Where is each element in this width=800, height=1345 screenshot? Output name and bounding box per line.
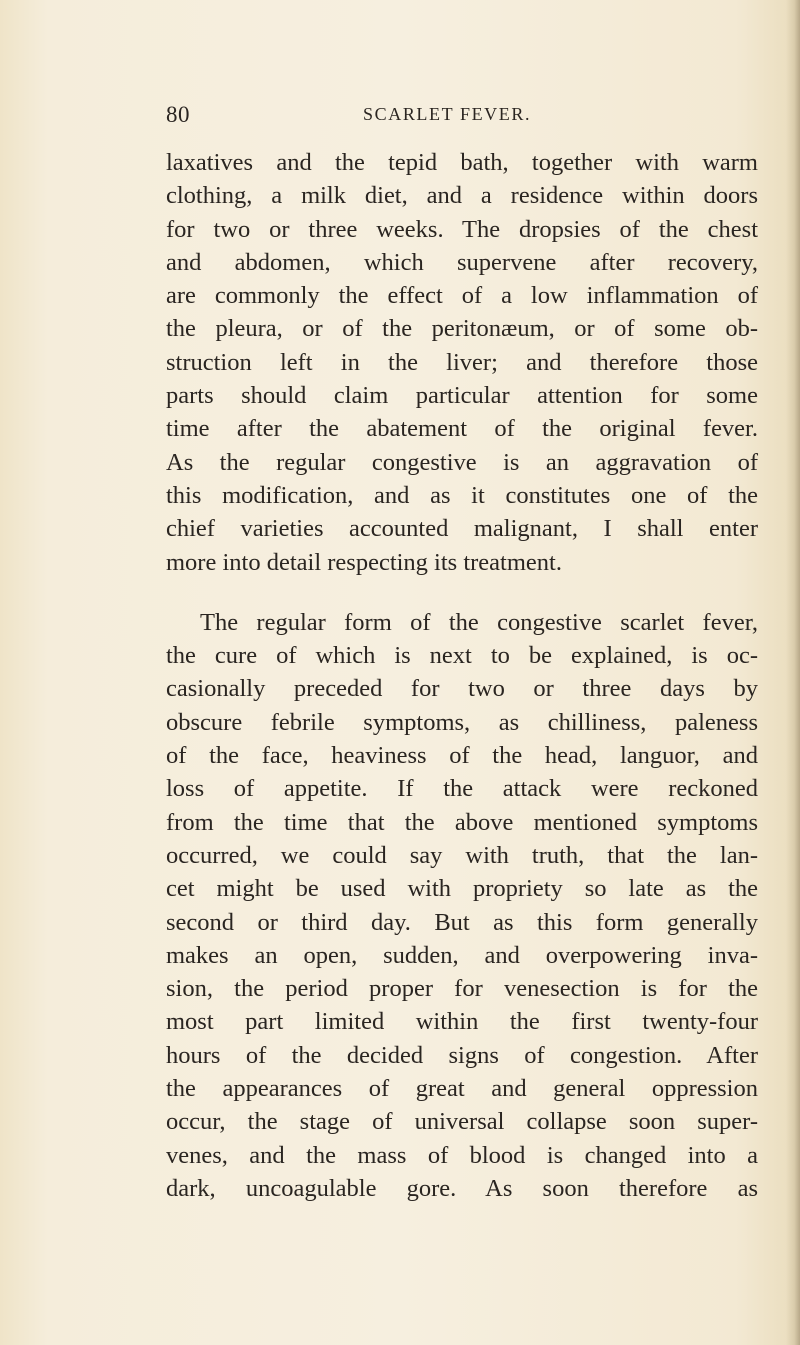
text-line: occur, the stage of universal collapse soon super- (166, 1108, 758, 1136)
text-line: occurred, we could say with truth, that the lan- (166, 841, 758, 869)
text-line: struction left in the liver; and therefore those (166, 348, 758, 376)
text-line: hours of the decided signs of congestion. After (166, 1041, 758, 1069)
text-line: this modification, and as it constitutes one of the (166, 481, 758, 509)
text-line: from the time that the above mentioned symptoms (166, 808, 758, 836)
text-line: laxatives and the tepid bath, together with warm (166, 149, 758, 176)
text-line: venes, and the mass of blood is changed into a (166, 1141, 758, 1169)
text-line: the appearances of great and general oppression (166, 1075, 758, 1103)
text-line: most part limited within the first twenty-four (166, 1008, 758, 1036)
text-line: the cure of which is next to be explained, is oc- (166, 642, 758, 670)
text-line: cet might be used with propriety so late as the (166, 875, 758, 903)
text-line: casionally preceded for two or three days by (166, 675, 758, 703)
text-line: clothing, a milk diet, and a residence within doors (166, 182, 758, 210)
running-head: SCARLET FEVER. (363, 104, 532, 124)
page-edge-shadow (786, 0, 800, 1345)
text-line: The regular form of the congestive scarlet fever, (200, 608, 758, 636)
text-line: sion, the period proper for venesection is for the (166, 975, 758, 1003)
text-line: are commonly the effect of a low inflammation of (166, 282, 758, 310)
page-header (166, 102, 636, 138)
body-text (166, 146, 758, 1205)
text-line: makes an open, sudden, and overpowering inva- (166, 941, 758, 969)
paragraph-1 (166, 146, 758, 579)
text-line: chief varieties accounted malignant, I shall enter (166, 515, 758, 543)
paragraph-gap (166, 579, 758, 606)
text-line: and abdomen, which supervene after recovery, (166, 248, 758, 276)
text-line: As the regular congestive is an aggravation of (166, 448, 758, 476)
paragraph-2 (166, 606, 758, 1205)
text-line: second or third day. But as this form generally (166, 908, 758, 936)
text-line: for two or three weeks. The dropsies of the chest (166, 215, 758, 243)
text-line: the pleura, or of the peritonæum, or of some ob- (166, 315, 758, 343)
text-line: more into detail respecting its treatment. (166, 548, 562, 576)
text-line: loss of appetite. If the attack were reckoned (166, 775, 758, 803)
text-line: of the face, heaviness of the head, languor, and (166, 742, 758, 770)
text-line: time after the abatement of the original fever. (166, 415, 758, 443)
text-line: obscure febrile symptoms, as chilliness, paleness (166, 708, 758, 736)
text-line: dark, uncoagulable gore. As soon therefore as (166, 1174, 758, 1202)
page-number: 80 (166, 102, 190, 127)
text-line: parts should claim particular attention for some (166, 382, 758, 410)
